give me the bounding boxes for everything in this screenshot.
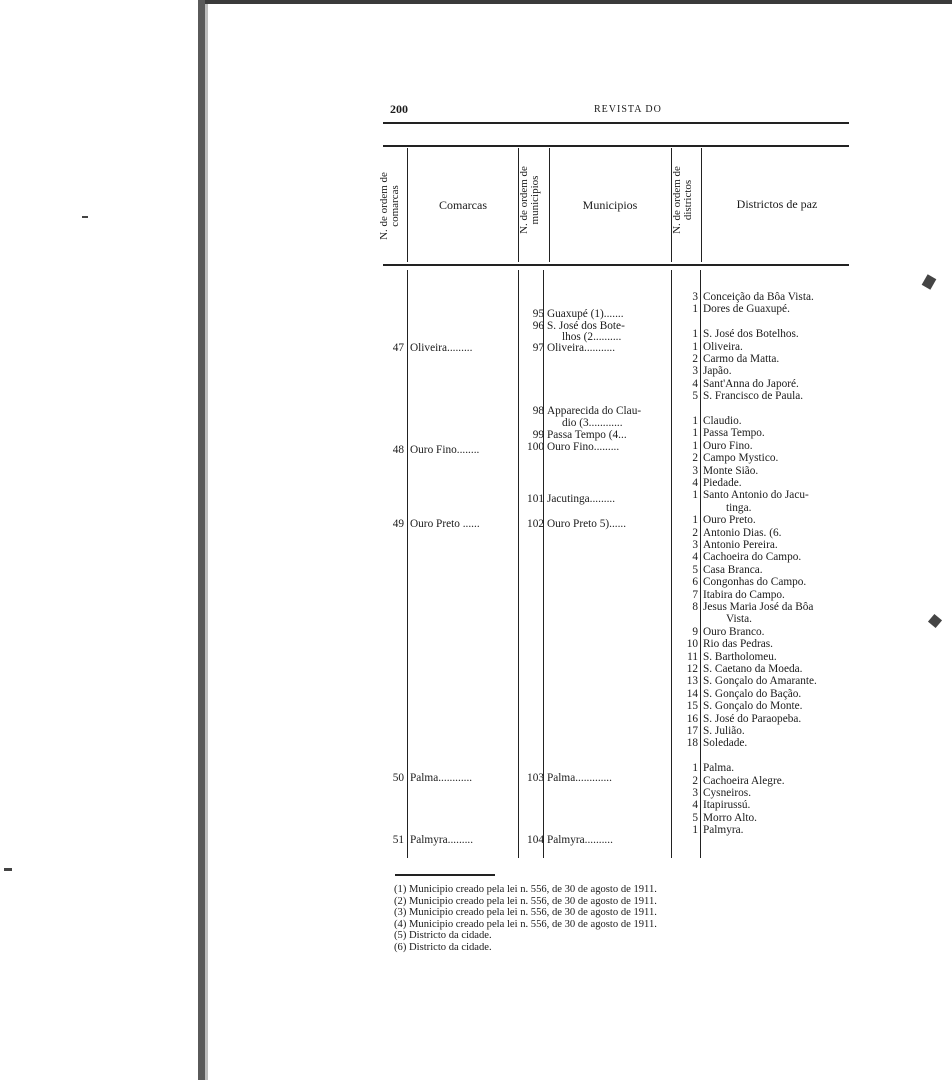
column-divider: [518, 270, 519, 858]
districto-name: S. Gonçalo do Amarante.: [703, 675, 817, 688]
districto-number: 14: [686, 687, 698, 700]
districto-name: Cachoeira Alegre.: [703, 774, 785, 787]
scan-speck: [922, 274, 937, 289]
comarca-number: 47: [392, 342, 404, 354]
municipio-number: 104: [527, 834, 544, 846]
districto-name: Itapirussú.: [703, 799, 751, 812]
districto-number: 1: [692, 762, 698, 775]
districto-name: Oliveira.: [703, 340, 743, 353]
scan-speck: [82, 216, 88, 218]
running-title: REVISTA DO: [594, 104, 662, 115]
districto-name: Monte Sião.: [703, 464, 759, 477]
districto-name: Casa Branca.: [703, 563, 763, 576]
districto-number: 3: [692, 539, 698, 551]
districto-number: 1: [692, 824, 698, 837]
comarca-name: Oliveira.........: [410, 342, 473, 354]
districto-name: S. Gonçalo do Bação.: [703, 687, 802, 700]
municipio-name: Jacutinga.........: [547, 493, 616, 505]
comarca-name: Palmyra.........: [410, 834, 474, 846]
districto-name: Morro Alto.: [703, 811, 757, 824]
districto-name: Jesus Maria José da Bôa: [703, 601, 814, 613]
districto-number: 9: [692, 625, 698, 638]
districto-number: 7: [692, 588, 698, 601]
districto-number: 1: [692, 328, 698, 341]
districto-number: 3: [692, 464, 698, 477]
column-divider: [407, 270, 408, 858]
districto-number: 1: [692, 303, 698, 316]
municipio-name: Palma.............: [547, 772, 612, 784]
comarca-number: 50: [392, 772, 404, 784]
districto-name: Dores de Guaxupé.: [703, 303, 790, 316]
municipio-number: 101: [527, 493, 544, 505]
municipio-number: 99: [532, 429, 544, 441]
column-divider: [700, 270, 701, 858]
districto-name: Piedade.: [703, 477, 742, 489]
districto-name: Congonhas do Campo.: [703, 576, 807, 589]
municipio-number: 102: [527, 518, 544, 530]
districto-number: 3: [692, 787, 698, 799]
table-head-rule: [383, 264, 849, 266]
districto-name: tinga.: [726, 501, 752, 514]
comarca-name: Palma............: [410, 772, 473, 784]
districto-name: S. Gonçalo do Monte.: [703, 700, 803, 713]
districto-name: Antonio Dias. (6.: [703, 526, 782, 539]
districto-name: Cysneiros.: [703, 787, 752, 799]
districto-name: Conceição da Bôa Vista.: [703, 291, 814, 303]
districto-number: 13: [686, 675, 698, 688]
header-comarcas: Comarcas: [439, 198, 487, 212]
districto-number: 8: [692, 601, 698, 613]
districto-name: S. Julião.: [703, 725, 745, 737]
districto-name: Japão.: [703, 365, 732, 378]
municipio-name: dio (3............: [562, 417, 623, 429]
districto-name: Cachoeira do Campo.: [703, 551, 802, 564]
municipio-name: Palmyra..........: [547, 834, 613, 846]
districto-number: 1: [692, 514, 698, 527]
municipio-number: 96: [532, 320, 544, 332]
districto-number: 2: [692, 353, 698, 365]
municipio-number: 100: [527, 441, 544, 453]
districto-number: 6: [692, 576, 698, 589]
districto-number: 12: [686, 663, 698, 675]
comarca-number: 49: [392, 518, 404, 530]
municipio-name: lhos (2..........: [562, 331, 622, 343]
districto-number: 5: [692, 390, 698, 403]
page-top-edge: [205, 0, 952, 4]
districto-number: 11: [687, 650, 698, 663]
header-ord-comarcas: N. de ordem de comarcas: [378, 172, 401, 240]
book-gutter: [198, 0, 205, 1080]
districto-number: 5: [692, 811, 698, 824]
districto-number: 5: [692, 563, 698, 576]
footnote: (6) Districto da cidade.: [394, 941, 492, 953]
districto-name: S. José do Paraopeba.: [703, 712, 802, 725]
header-divider: [701, 148, 702, 262]
districto-number: 3: [692, 365, 698, 378]
header-municipios: Municipios: [582, 198, 638, 212]
footnote: (2) Municipio creado pela lei n. 556, de 30 de agosto de 1911.: [394, 895, 657, 907]
districto-number: 4: [692, 377, 698, 390]
header-ord-districtos: N. de ordem de districtos: [671, 166, 694, 234]
districto-number: 10: [686, 638, 698, 651]
header-ord-municipios: N. de ordem de municipios: [518, 166, 541, 234]
districto-number: 2: [692, 452, 698, 465]
municipio-name: Oliveira...........: [547, 342, 616, 354]
districto-name: Ouro Preto.: [703, 514, 756, 527]
districto-name: Passa Tempo.: [703, 427, 765, 440]
header-divider: [549, 148, 550, 262]
districto-number: 17: [686, 725, 698, 737]
districto-name: S. Caetano da Moeda.: [703, 663, 803, 675]
districto-number: 18: [686, 737, 698, 750]
column-divider: [671, 270, 672, 858]
districto-name: Vista.: [726, 613, 752, 626]
districto-name: S. José dos Botelhos.: [703, 328, 799, 341]
page-number: 200: [390, 102, 408, 116]
districto-name: Ouro Branco.: [703, 625, 765, 638]
comarca-name: Ouro Preto ......: [410, 518, 480, 530]
municipio-number: 95: [532, 308, 544, 320]
districto-name: Ouro Fino.: [703, 439, 753, 452]
municipio-name: Ouro Preto 5)......: [547, 518, 627, 530]
header-districtos: Districtos de paz: [736, 197, 818, 211]
municipio-name: Passa Tempo (4...: [547, 429, 627, 441]
districto-number: 15: [686, 700, 698, 713]
districto-name: S. Francisco de Paula.: [703, 390, 804, 403]
districto-number: 3: [692, 291, 698, 303]
districto-number: 1: [692, 427, 698, 440]
districto-name: Itabira do Campo.: [703, 588, 785, 601]
districto-name: S. Bartholomeu.: [703, 650, 777, 663]
districto-name: Palmyra.: [703, 824, 744, 837]
footnote: (1) Municipio creado pela lei n. 556, de 30 de agosto de 1911.: [394, 884, 657, 895]
municipio-name: S. José dos Bote-: [547, 320, 625, 332]
book-gutter-shadow: [205, 0, 208, 1080]
districto-number: 1: [692, 415, 698, 427]
districto-name: Campo Mystico.: [703, 452, 779, 465]
comarca-number: 51: [392, 834, 404, 846]
districto-number: 4: [692, 477, 698, 489]
districto-number: 1: [692, 340, 698, 353]
comarca-number: 48: [392, 444, 404, 456]
districto-name: Rio das Pedras.: [703, 638, 773, 651]
districto-number: 4: [692, 551, 698, 564]
header-rule: [383, 122, 849, 124]
districto-name: Sant'Anna do Japoré.: [703, 377, 799, 390]
districto-number: 2: [692, 774, 698, 787]
districto-name: Santo Antonio do Jacu-: [703, 489, 809, 502]
districto-number: 16: [686, 712, 698, 725]
districto-name: Palma.: [703, 762, 735, 775]
column-divider: [543, 270, 544, 858]
table-top-rule: [383, 145, 849, 147]
comarca-name: Ouro Fino........: [410, 444, 480, 456]
districto-name: Claudio.: [703, 415, 742, 427]
districto-name: Antonio Pereira.: [703, 539, 778, 551]
districto-name: Soledade.: [703, 737, 748, 750]
scan-speck: [4, 868, 12, 871]
municipio-number: 98: [532, 405, 544, 417]
municipio-number: 103: [527, 772, 544, 784]
footnote-rule: [395, 874, 495, 876]
districto-number: 4: [692, 799, 698, 812]
footnote: (4) Municipio creado pela lei n. 556, de 30 de agosto de 1911.: [394, 918, 657, 930]
municipio-name: Ouro Fino.........: [547, 441, 620, 453]
districto-number: 2: [692, 526, 698, 539]
municipio-number: 97: [532, 342, 544, 354]
footnote: (5) Districto da cidade.: [394, 930, 492, 941]
municipio-name: Apparecida do Clau-: [547, 405, 642, 417]
districto-number: 1: [692, 439, 698, 452]
scan-speck: [928, 614, 942, 628]
districto-number: 1: [692, 489, 698, 502]
municipio-name: Guaxupé (1).......: [547, 308, 624, 320]
footnote: (3) Municipio creado pela lei n. 556, de 30 de agosto de 1911.: [394, 907, 657, 918]
districto-name: Carmo da Matta.: [703, 353, 780, 365]
